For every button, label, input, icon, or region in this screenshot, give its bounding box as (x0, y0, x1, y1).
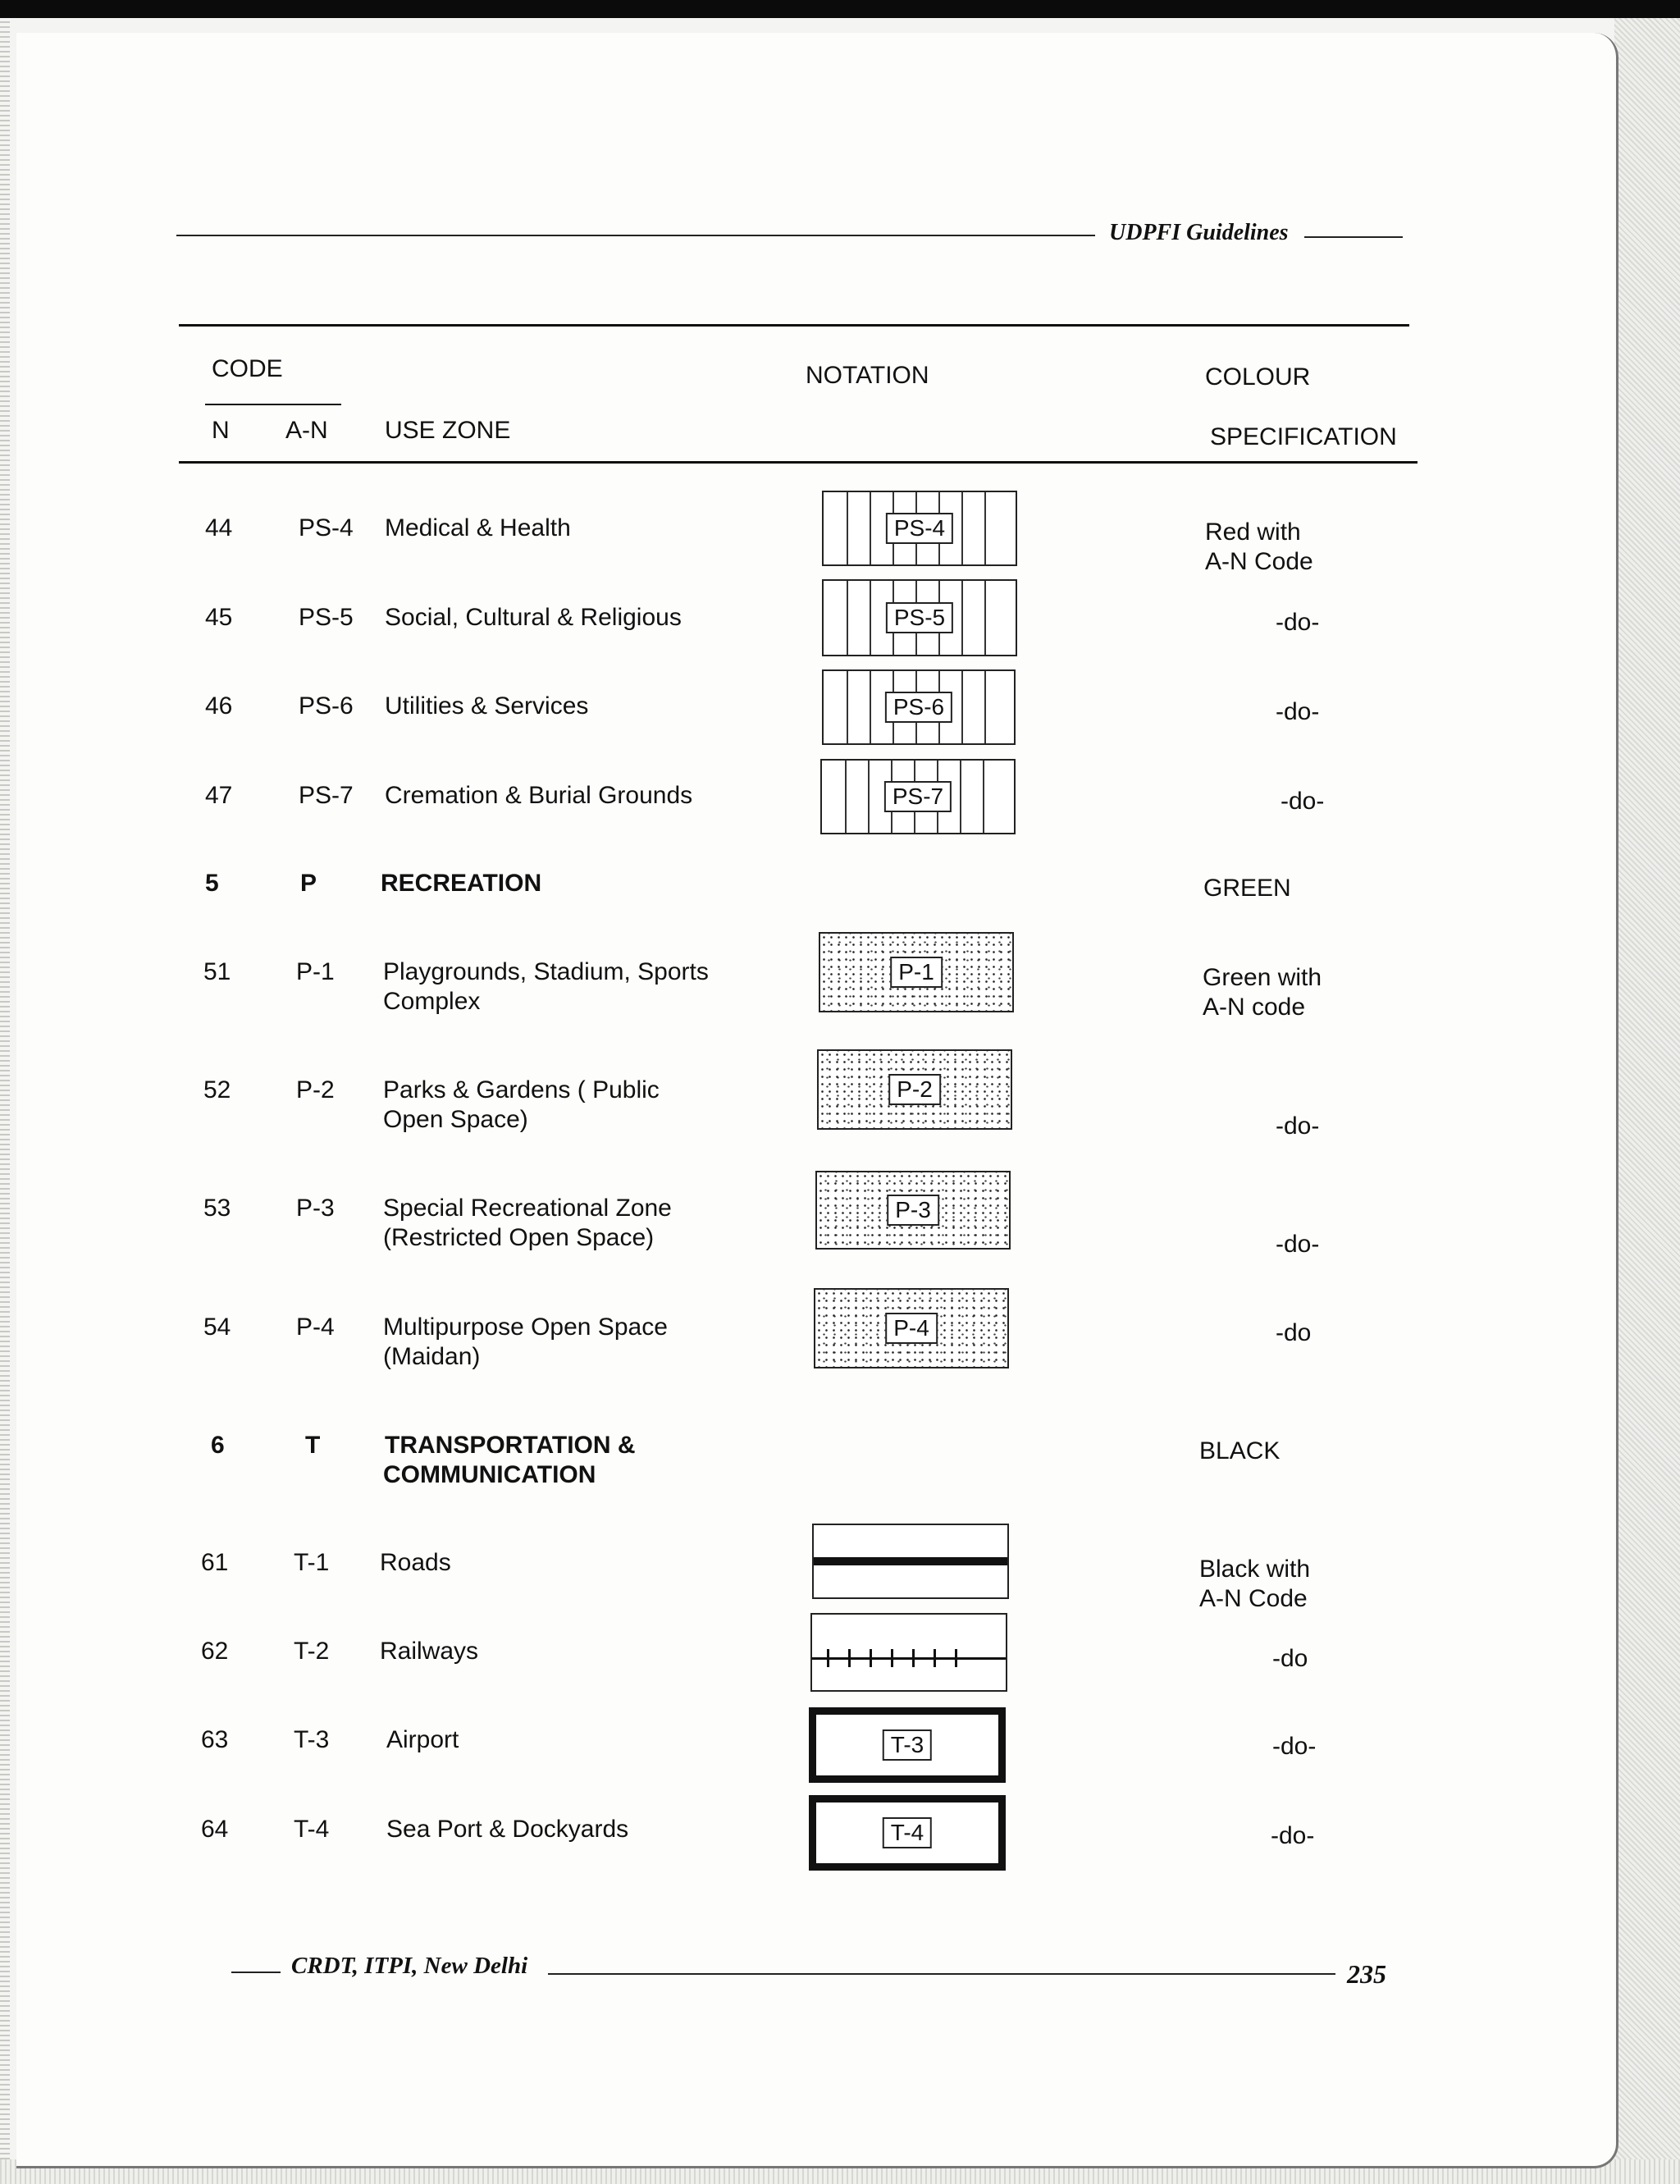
notation-label: PS-5 (886, 602, 953, 633)
header-an: A-N (285, 417, 328, 444)
notation-label: PS-7 (884, 781, 952, 812)
row-45-zone: Social, Cultural & Religious (385, 604, 682, 631)
row-46-an: PS-6 (299, 692, 354, 720)
row-51-n: 51 (203, 958, 231, 985)
row-47-n: 47 (205, 782, 233, 809)
row-52-n: 52 (203, 1076, 231, 1103)
header-n: N (212, 417, 230, 444)
row-64-n: 64 (201, 1816, 229, 1843)
row-53-an: P-3 (296, 1195, 335, 1222)
notation-label: PS-6 (885, 692, 952, 723)
row-6-an: T (305, 1432, 321, 1459)
row-63-zone: Airport (386, 1726, 459, 1753)
row-5-n: 5 (205, 870, 219, 897)
row-54-zone-2: (Maidan) (383, 1343, 481, 1370)
row-5-zone: RECREATION (381, 870, 542, 897)
row-6-zone-1: TRANSPORTATION & (385, 1432, 636, 1459)
notation-railway (810, 1613, 1007, 1692)
notation-label: P-3 (887, 1195, 939, 1226)
row-63-spec: -do- (1272, 1733, 1317, 1760)
notation-label: T-3 (883, 1729, 932, 1761)
row-51-zone-1: Playgrounds, Stadium, Sports (383, 958, 709, 985)
row-52-zone-1: Parks & Gardens ( Public (383, 1076, 660, 1103)
row-5-spec: GREEN (1203, 875, 1291, 902)
row-6-zone-2: COMMUNICATION (383, 1461, 596, 1488)
page-number: 235 (1347, 1959, 1386, 1989)
row-45-spec: -do- (1276, 609, 1320, 636)
row-52-spec: -do- (1276, 1113, 1320, 1140)
scan-right-edge (1614, 18, 1680, 2184)
row-47-an: PS-7 (299, 782, 354, 809)
row-54-zone-1: Multipurpose Open Space (383, 1314, 668, 1341)
header-use-zone: USE ZONE (385, 417, 511, 444)
row-54-spec: -do (1276, 1319, 1312, 1346)
header-notation: NOTATION (806, 362, 929, 389)
row-61-n: 61 (201, 1549, 229, 1576)
notation-p-4 (814, 1288, 1009, 1368)
row-63-an: T-3 (294, 1726, 330, 1753)
notation-label: T-4 (883, 1817, 932, 1848)
row-44-zone: Medical & Health (385, 514, 571, 541)
row-5-an: P (300, 870, 317, 897)
row-6-n: 6 (211, 1432, 225, 1459)
notation-road (812, 1524, 1009, 1599)
scan-top-edge (0, 0, 1680, 18)
row-44-an: PS-4 (299, 514, 354, 541)
rail-line (812, 1657, 1006, 1660)
notation-p-2 (817, 1049, 1012, 1130)
row-61-an: T-1 (294, 1549, 330, 1576)
notation-t-3 (809, 1707, 1006, 1783)
road-line (814, 1557, 1007, 1565)
row-51-zone-2: Complex (383, 988, 481, 1015)
row-44-n: 44 (205, 514, 233, 541)
row-53-zone-1: Special Recreational Zone (383, 1195, 672, 1222)
row-52-zone-2: Open Space) (383, 1106, 528, 1133)
notation-p-3 (815, 1171, 1011, 1250)
table-top-rule (179, 324, 1409, 327)
row-64-spec: -do- (1271, 1822, 1315, 1849)
header-title: UDPFI Guidelines (1109, 220, 1289, 245)
notation-p-1 (819, 932, 1014, 1012)
footer-rule-right (548, 1973, 1335, 1975)
row-53-n: 53 (203, 1195, 231, 1222)
header-code: CODE (212, 355, 283, 382)
row-6-spec: BLACK (1199, 1437, 1281, 1464)
notation-t-4 (809, 1795, 1006, 1871)
row-44-spec-2: A-N Code (1205, 548, 1313, 575)
row-62-an: T-2 (294, 1638, 330, 1665)
row-62-n: 62 (201, 1638, 229, 1665)
row-54-an: P-4 (296, 1314, 335, 1341)
row-51-an: P-1 (296, 958, 335, 985)
row-45-n: 45 (205, 604, 233, 631)
row-53-spec: -do- (1276, 1231, 1320, 1258)
notation-label: PS-4 (886, 513, 953, 544)
scan-left-edge (0, 18, 10, 2184)
table-header-rule (179, 461, 1418, 464)
row-63-n: 63 (201, 1726, 229, 1753)
row-62-spec: -do (1272, 1645, 1308, 1672)
row-51-spec-2: A-N code (1203, 994, 1306, 1021)
row-52-an: P-2 (296, 1076, 335, 1103)
footer-source: CRDT, ITPI, New Delhi (291, 1953, 528, 1979)
row-53-zone-2: (Restricted Open Space) (383, 1224, 655, 1251)
row-46-zone: Utilities & Services (385, 692, 589, 720)
footer-rule-left (231, 1972, 281, 1973)
row-46-n: 46 (205, 692, 233, 720)
notation-ps-5 (822, 579, 1017, 656)
notation-label: P-1 (890, 957, 943, 988)
row-44-spec-1: Red with (1205, 519, 1301, 546)
row-64-an: T-4 (294, 1816, 330, 1843)
row-62-zone: Railways (380, 1638, 479, 1665)
row-61-spec-1: Black with (1199, 1556, 1311, 1583)
row-47-spec: -do- (1281, 788, 1325, 815)
header-rule-left (176, 235, 1095, 236)
header-specification: SPECIFICATION (1210, 423, 1397, 450)
header-rule-right (1304, 236, 1403, 238)
header-colour: COLOUR (1205, 363, 1311, 391)
notation-label: P-2 (888, 1074, 941, 1105)
code-underline (205, 404, 341, 405)
row-45-an: PS-5 (299, 604, 354, 631)
row-51-spec-1: Green with (1203, 964, 1322, 991)
notation-label: P-4 (885, 1313, 938, 1344)
row-46-spec: -do- (1276, 698, 1320, 725)
row-47-zone: Cremation & Burial Grounds (385, 782, 693, 809)
notation-ps-4 (822, 491, 1017, 566)
row-61-spec-2: A-N Code (1199, 1585, 1308, 1612)
notation-ps-7 (820, 759, 1016, 834)
row-54-n: 54 (203, 1314, 231, 1341)
row-64-zone: Sea Port & Dockyards (386, 1816, 629, 1843)
row-61-zone: Roads (380, 1549, 451, 1576)
notation-ps-6 (822, 669, 1016, 745)
